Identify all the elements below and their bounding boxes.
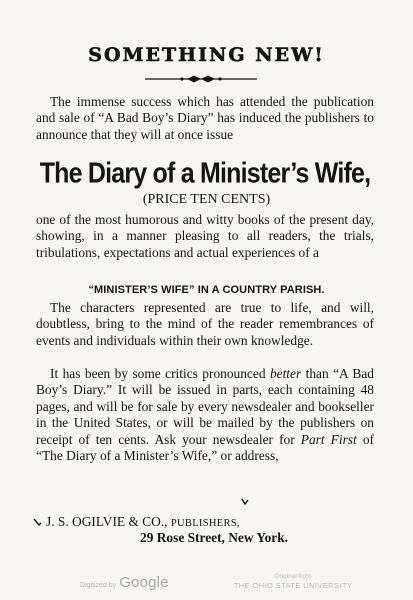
ink-mark [33, 517, 43, 527]
ink-mark [240, 498, 250, 506]
critics-italic-part-first: Part First [300, 431, 357, 447]
price-line: (PRICE TEN CENTS) [142, 192, 271, 207]
critics-text-start: It has been by some critics pronounced [50, 366, 270, 381]
publisher-line [46, 514, 240, 530]
subheading: “MINISTER’S WIFE” IN A COUNTRY PARISH. [88, 284, 325, 296]
publisher-role: PUBLISHERS, [170, 518, 240, 529]
publisher-address: 29 Rose Street, New York. [140, 530, 289, 545]
characters-paragraph: The characters represented are true to life, and will, doubtless, bring to the mind of the reader remembrances of events and individuals within their own knowledge. [36, 300, 374, 348]
description-paragraph: one of the most humorous and witty books of the present day, showing, in a manner pleasing to all readers, the trials, tribulations, expectations and actual experiences of a [36, 212, 374, 260]
book-title: The Diary of a Minister’s Wife, [39, 157, 371, 190]
critics-paragraph [36, 366, 374, 464]
digitized-by-label: Digitized by [80, 582, 117, 589]
publisher-name: J. S. OGILVIE & CO., [46, 514, 171, 529]
institution-name: THE OHIO STATE UNIVERSITY [233, 581, 353, 590]
page-heading: SOMETHING NEW! [88, 44, 325, 66]
google-logo: Google [119, 574, 169, 591]
critics-text-middle: than “A Bad Boy’s Diary.” It will be issued in parts, each containing 48 pages, and will be for sale by every newsdealer and bookseller in the United States, or will be mailed by the publishers on receipt of ten cents. Ask your newsdealer for [36, 366, 374, 447]
intro-paragraph: The immense success which has attended the publication and sale of “A Bad Boy’s Diary” has induced the publishers to announce that they will at once issue [36, 94, 374, 142]
digitized-by-google [80, 574, 169, 591]
original-from-label: Original from [274, 573, 312, 580]
ornamental-rule [141, 74, 261, 84]
original-from-credit [228, 573, 358, 590]
critics-italic-better: better [269, 366, 302, 381]
critics-text-end: of “The Diary of a Minister’s Wife,” or address, [36, 431, 374, 464]
